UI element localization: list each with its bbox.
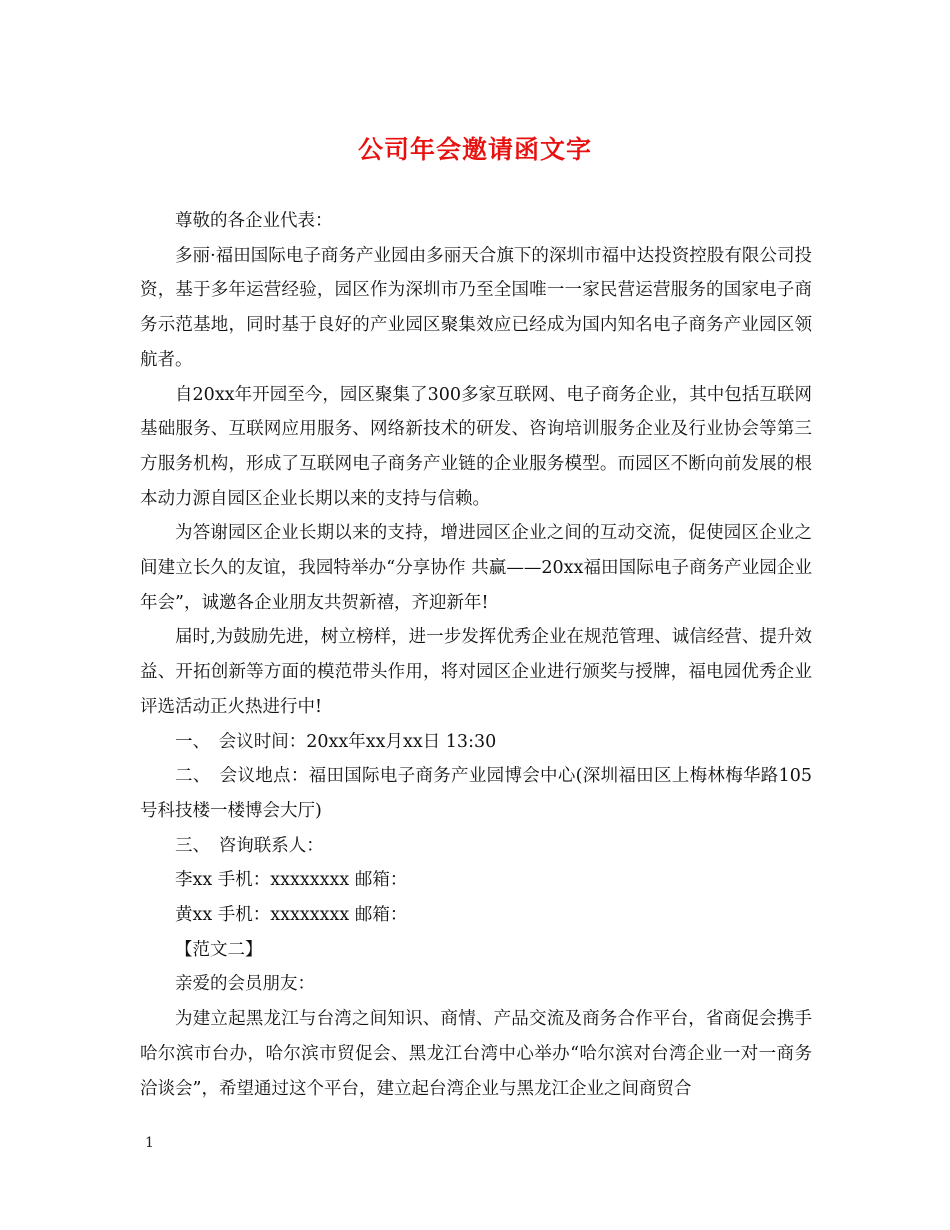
paragraph-awards: 届时,为鼓励先进，树立榜样，进一步发挥优秀企业在规范管理、诚信经营、提升效益、开拓创新等方面的模范带头作用，将对园区企业进行颁奖与授牌，福电园优秀企业评选活动正火热进行中!: [140, 627, 812, 717]
meeting-location: 二、 会议地点：福田国际电子商务产业园博会中心(深圳福田区上梅林梅华路105号科技楼一楼博会大厅): [140, 766, 812, 821]
paragraph-intro: 多丽·福田国际电子商务产业园由多丽天合旗下的深圳市福中达投资控股有限公司投资，基于多年运营经验，园区作为深圳市乃至全国唯一一家民营运营服务的国家电子商务示范基地，同时基于良好的产业园区聚集效应已经成为国内知名电子商务产业园区领航者。: [140, 245, 812, 370]
paragraph-invitation: 为答谢园区企业长期以来的支持，增进园区企业之间的互动交流，促使园区企业之间建立长久的友谊，我园特举办“分享协作 共赢——20xx福田国际电子商务产业园企业年会”，诚邀各企业朋友共贺新禧，齐迎新年!: [140, 523, 812, 613]
page-number: 1: [145, 1135, 154, 1151]
salutation: 尊敬的各企业代表：: [175, 211, 333, 231]
sample-two-salutation: 亲爱的会员朋友：: [175, 974, 315, 995]
document-body: [140, 204, 812, 1106]
sample-two-paragraph: 为建立起黑龙江与台湾之间知识、商情、产品交流及商务合作平台，省商促会携手哈尔滨市台办，哈尔滨市贸促会、黑龙江台湾中心举办“哈尔滨对台湾企业一对一商务洽谈会”，希望通过这个平台，建立起台湾企业与黑龙江企业之间商贸合: [140, 1009, 812, 1099]
sample-two-heading: 【范文二】: [175, 939, 263, 960]
paragraph-history: 自20xx年开园至今，园区聚集了300多家互联网、电子商务企业，其中包括互联网基础服务、互联网应用服务、网络新技术的研发、咨询培训服务企业及行业协会等第三方服务机构，形成了互联网电子商务产业链的企业服务模型。而园区不断向前发展的根本动力源自园区企业长期以来的支持与信赖。: [140, 384, 812, 509]
contact-li: 李xx 手机：xxxxxxxx 邮箱：: [175, 870, 408, 891]
meeting-time: 一、 会议时间：20xx年xx月xx日 13:30: [175, 731, 497, 752]
contact-huang: 黄xx 手机：xxxxxxxx 邮箱：: [175, 905, 408, 926]
contact-heading: 三、 咨询联系人：: [175, 835, 324, 856]
document-title: 公司年会邀请函文字: [357, 135, 592, 164]
